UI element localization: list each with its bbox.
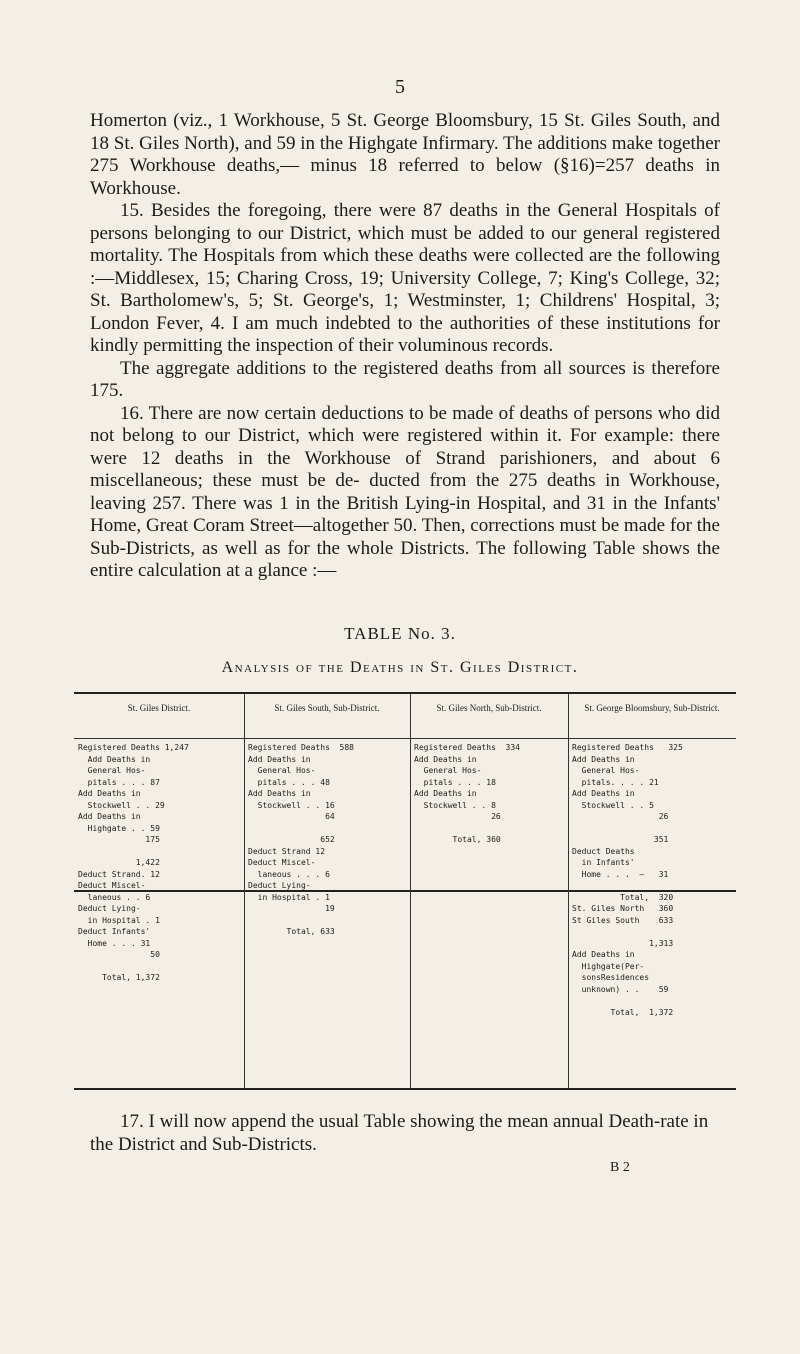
signature-mark: B 2: [610, 1160, 630, 1175]
paragraph: 16. There are now certain deductions to be made of deaths of persons who did not belong to our District, which were registered within it. For example: there were 12 deaths in the Workhouse of Strand parishioners, and about 6 miscellaneous; these must be de- ducted from the 275 deaths in Workhouse, leaving 257. There was 1 in the British Lying-in Hospital, and 31 in the Infants' Home, Great Coram Street—altogether 50. Then, corrections must be made for the Sub-Districts, as well as for the whole Districts. The following Table shows the entire calculation at a glance :—: [90, 402, 720, 581]
column-header-st-giles: St. Giles District.: [127, 703, 191, 713]
column-header-st-giles-south: St. Giles South, Sub-District.: [274, 703, 380, 713]
column-st-giles-south: Registered Deaths 588 Add Deaths in General Hos- pitals . . . 48 Add Deaths in Stockwell . . 16 64 652 Deduct Strand 12 Deduct Miscel- laneous . . . 6 Deduct Lying- in Hospital . 1 19 Total, 633: [248, 743, 354, 936]
column-divider: [410, 736, 411, 1088]
column-header-st-george-bloomsbury: St. George Bloomsbury, Sub-District.: [584, 703, 720, 713]
column-st-giles-north: Registered Deaths 334 Add Deaths in General Hos- pitals . . . 18 Add Deaths in Stockwell . . 8 26 Total, 360: [414, 743, 520, 844]
table-body: [74, 742, 736, 1102]
closing-paragraph: 17. I will now append the usual Table showing the mean annual Death-rate in the District and Sub-Districts.: [90, 1111, 709, 1155]
body-text: [90, 110, 720, 583]
header-rule: [74, 738, 736, 739]
paragraph: 15. Besides the foregoing, there were 87 deaths in the General Hospitals of persons belonging to our District, which must be added to our general registered mortality. The Hospitals from which these deaths were collected are the following :—Middlesex, 15; Charing Cross, 19; University College, 7; King's College, 32; St. Bartholomew's, 5; St. George's, 1; Westminster, 1; Childrens' Hospital, 3; London Fever, 4. I am much indebted to the authorities of these institutions for kindly permitting the inspection of their voluminous records.: [90, 200, 720, 356]
page-number: 5: [395, 76, 405, 98]
table-caption: TABLE No. 3.: [344, 624, 456, 643]
table-bottom-rule: [74, 1088, 736, 1090]
column-st-giles: Registered Deaths 1,247 Add Deaths in General Hos- pitals . . . 87 Add Deaths in Stockwell . . 29 Add Deaths in Highgate . . 59 175 1,422 Deduct Strand. 12 Deduct Miscel- laneous . . 6 Deduct Lying- in Hospital . 1 Deduct Infants' Home . . . 31 50 Total, 1,372: [78, 743, 189, 982]
table-heading: Analysis of the Deaths in St. Giles District.: [221, 659, 579, 676]
column-divider: [568, 736, 569, 1088]
column-st-george-bloomsbury: Registered Deaths 325 Add Deaths in General Hos- pitals. . . . 21 Add Deaths in Stockwell . . 5 26 351 Deduct Deaths in Infants' Home . . . — 31 Total, 320 St. Giles North 360 St Giles South 633 1,313 Add Deaths in Highgate(Per- sonsResidences unknown) . . 59 Total, 1,372: [572, 743, 683, 1017]
paragraph: The aggregate additions to the registered deaths from all sources is therefore 175.: [90, 357, 720, 401]
paragraph: Homerton (viz., 1 Workhouse, 5 St. George Bloomsbury, 15 St. Giles South, and 18 St. Giles North), and 59 in the Highgate Infirmary. The additions make together 275 Workhouse deaths,— minus 18 referred to below (§16)=257 deaths in Workhouse.: [90, 110, 720, 199]
column-divider: [244, 736, 245, 1088]
column-header-st-giles-north: St. Giles North, Sub-District.: [436, 703, 542, 713]
table-top-rule: [74, 692, 736, 694]
